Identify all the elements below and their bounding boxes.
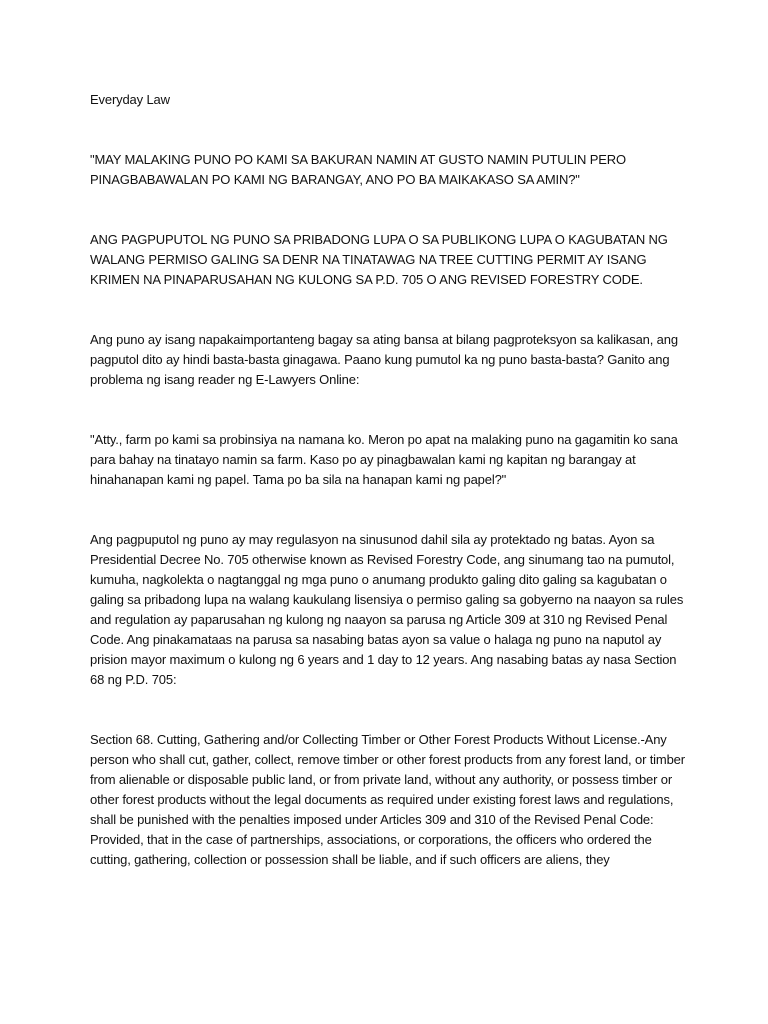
reader-quote-paragraph: "Atty., farm po kami sa probinsiya na namana ko. Meron po apat na malaking puno na gagamitin ko sana para bahay na tinatayo namin sa farm. Kaso po ay pinagbawalan kami ng kapitan ng barangay at hinahanapan kami ng papel. Tama po ba sila na hanapan kami ng papel?" (90, 432, 678, 487)
document-page (90, 90, 690, 870)
intro-paragraph: Ang puno ay isang napakaimportanteng bagay sa ating bansa at bilang pagproteksyon sa kalikasan, ang pagputol dito ay hindi basta-basta ginagawa. Paano kung pumutol ka ng puno basta-basta? Ganito ang problema ng isang reader ng E-Lawyers Online: (90, 332, 678, 387)
question-paragraph: "MAY MALAKING PUNO PO KAMI SA BAKURAN NAMIN AT GUSTO NAMIN PUTULIN PERO PINAGBABAWALAN PO KAMI NG BARANGAY, ANO PO BA MAIKAKASO SA AMIN?" (90, 152, 626, 187)
statute-paragraph: Section 68. Cutting, Gathering and/or Collecting Timber or Other Forest Products Without License.-Any person who shall cut, gather, collect, remove timber or other forest products from any forest land, or timber from alienable or disposable public land, or from private land, without any authority, or possess timber or other forest products without the legal documents as required under existing forest laws and regulations, shall be punished with the penalties imposed under Articles 309 and 310 of the Revised Penal Code: Provided, that in the case of partnerships, associations, or corporations, the officers who ordered the cutting, gathering, collection or possession shall be liable, and if such officers are aliens, they (90, 732, 685, 867)
document-title: Everyday Law (90, 92, 170, 107)
summary-paragraph: ANG PAGPUPUTOL NG PUNO SA PRIBADONG LUPA O SA PUBLIKONG LUPA O KAGUBATAN NG WALANG PERMISO GALING SA DENR NA TINATAWAG NA TREE CUTTING PERMIT AY ISANG KRIMEN NA PINAPARUSAHAN NG KULONG SA P.D. 705 O ANG REVISED FORESTRY CODE. (90, 232, 668, 287)
explanation-paragraph: Ang pagpuputol ng puno ay may regulasyon na sinusunod dahil sila ay protektado ng batas. Ayon sa Presidential Decree No. 705 otherwise known as Revised Forestry Code, ang sinumang tao na pumutol, kumuha, nagkolekta o nagtanggal ng mga puno o anumang produkto galing dito galing sa kagubatan o galing sa pribadong lupa na walang kaukulang lisensiya o permiso galing sa gobyerno na naayon sa rules and regulation ay paparusahan ng kulong ng naayon sa parusa ng Article 309 at 310 ng Revised Penal Code. Ang pinakamataas na parusa sa nasabing batas ayon sa value o halaga ng puno na naputol ay prision mayor maximum o kulong ng 6 years and 1 day to 12 years. Ang nasabing batas ay nasa Section 68 ng P.D. 705: (90, 532, 684, 687)
